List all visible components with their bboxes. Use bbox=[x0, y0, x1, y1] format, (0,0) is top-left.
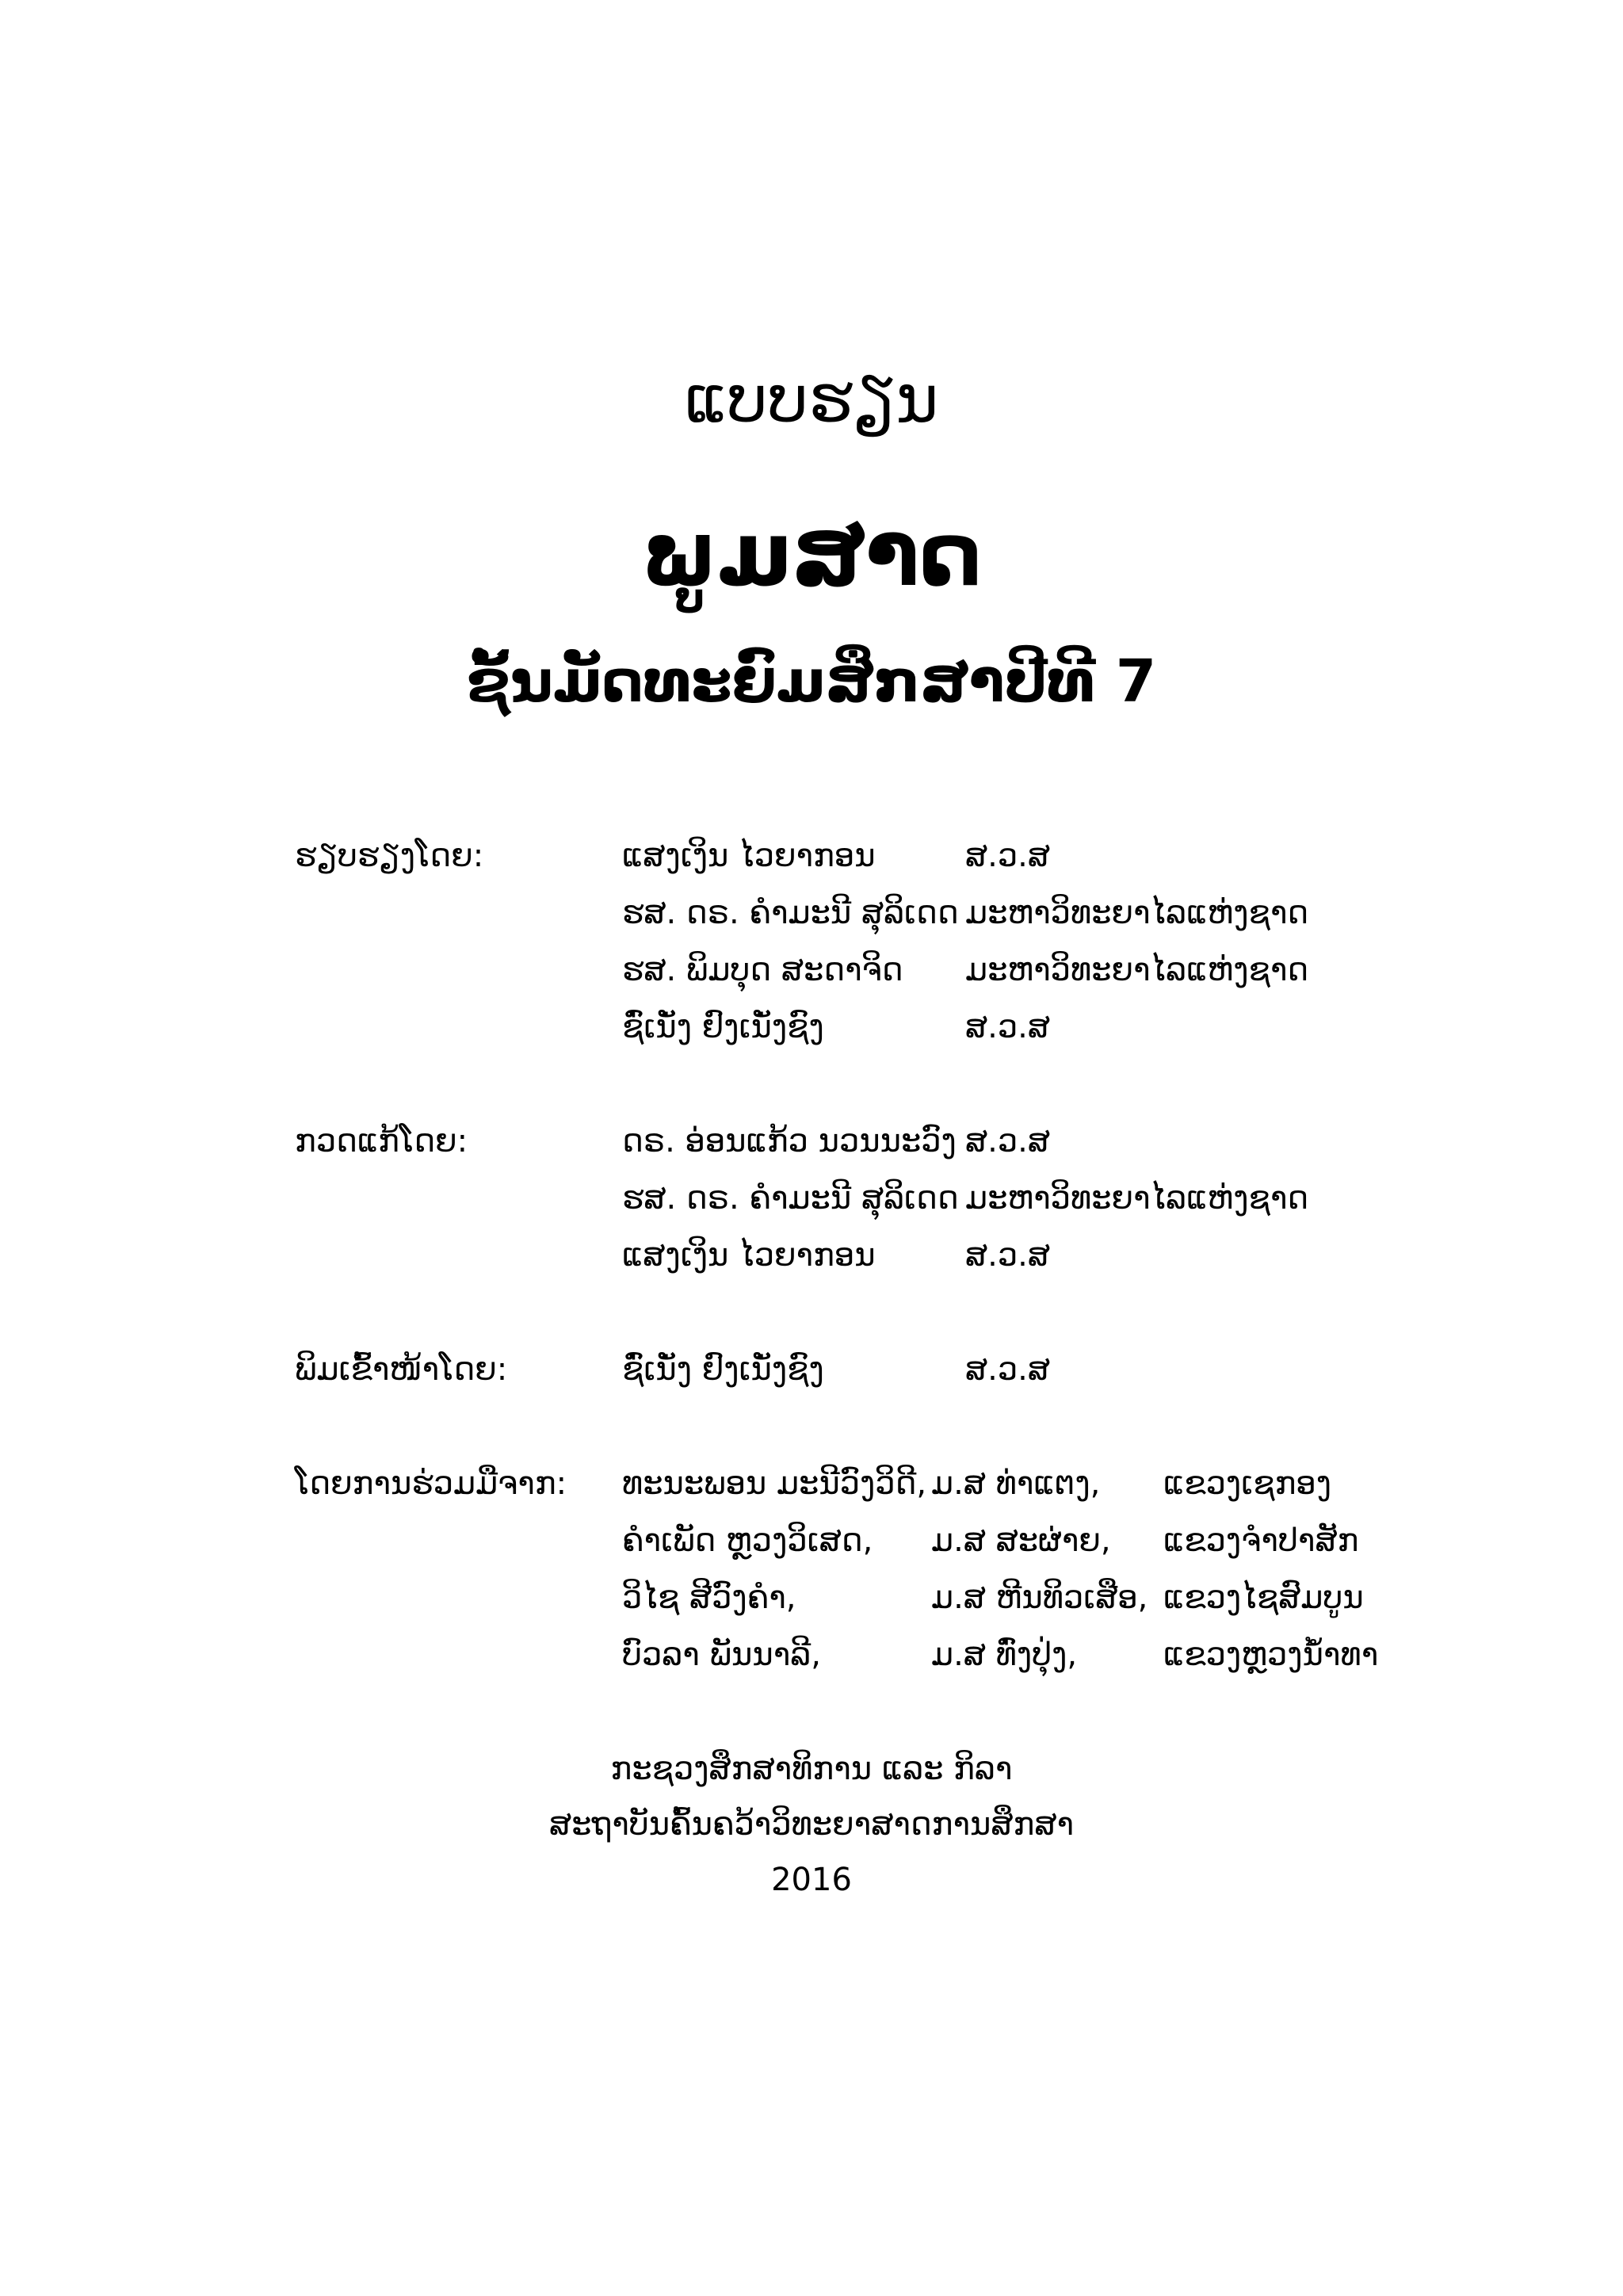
credit-org: ສ.ວ.ສ bbox=[965, 1009, 1050, 1045]
credit-name: ຮສ. ດຣ. ຄຳມະນີ ສຸລິເດດ bbox=[622, 895, 959, 931]
ministry-name: ກະຊວງສຶກສາທິການ ແລະ ກິລາ bbox=[610, 1751, 1013, 1787]
contributor-name: ທະນະພອນ ມະນີວົງວິດີ, bbox=[622, 1465, 927, 1502]
contributor-name: ວິໄຊ ສີວົງຄຳ, bbox=[622, 1580, 796, 1616]
credit-name: ຮສ. ພິມບຸດ ສະດາຈິດ bbox=[622, 952, 903, 988]
credit-name: ແສງເງິນ ໄວຍາກອນ bbox=[622, 838, 876, 874]
contributor-name: ບົວລາ ພັນນາລີ, bbox=[622, 1637, 821, 1673]
grade-title: ຊັ້ນມັດທະຍົມສຶກສາປີທີ 7 bbox=[466, 648, 1157, 716]
contributor-school: ມ.ສ ຫີນທິວເສືອ, bbox=[931, 1580, 1148, 1616]
credit-org: ສ.ວ.ສ bbox=[965, 1351, 1050, 1388]
contributor-school: ມ.ສ ທ່າແຕງ, bbox=[931, 1465, 1101, 1502]
credit-org: ສ.ວ.ສ bbox=[965, 838, 1050, 874]
credit-name: ຊົ່ເນັ່ງ ຢົງເນັ່ງຊົງ bbox=[622, 1351, 824, 1388]
credit-org: ສ.ວ.ສ bbox=[965, 1123, 1050, 1159]
credit-row bbox=[0, 889, 1623, 937]
section-label: ໂດຍການຮ່ວມມືຈາກ: bbox=[295, 1465, 567, 1502]
credit-row bbox=[0, 1117, 1623, 1165]
contributor-row bbox=[0, 1460, 1623, 1507]
contributor-province: ແຂວງຈຳປາສັກ bbox=[1163, 1522, 1359, 1559]
contributor-name: ຄຳເພັດ ຫຼວງວິເສດ, bbox=[622, 1522, 873, 1559]
section-label: ຮຽບຮຽງໂດຍ: bbox=[295, 838, 484, 874]
contributor-row bbox=[0, 1574, 1623, 1622]
credit-row bbox=[0, 946, 1623, 994]
contributor-province: ແຂວງເຊກອງ bbox=[1163, 1465, 1331, 1502]
credit-org: ມະຫາວິທະຍາໄລແຫ່ງຊາດ bbox=[965, 1180, 1309, 1217]
book-title: ພູມສາດ bbox=[640, 503, 983, 606]
credit-row bbox=[0, 1232, 1623, 1279]
credit-name: ດຣ. ອ່ອນແກ້ວ ນວນນະວົງ bbox=[622, 1123, 957, 1159]
credit-org: ມະຫາວິທະຍາໄລແຫ່ງຊາດ bbox=[965, 895, 1309, 931]
publication-year: 2016 bbox=[771, 1862, 852, 1898]
institute-name: ສະຖາບັນຄົ້ນຄວ້າວິທະຍາສາດການສຶກສາ bbox=[548, 1806, 1075, 1843]
credit-row bbox=[0, 1003, 1623, 1051]
contributor-row bbox=[0, 1631, 1623, 1679]
title-line-1: ແບບຮຽນ bbox=[684, 362, 939, 437]
contributor-school: ມ.ສ ທົ່ງປຸ່ງ, bbox=[931, 1637, 1078, 1673]
credit-name: ຊົ່ເນັ່ງ ຢົງເນັ່ງຊົງ bbox=[622, 1009, 824, 1045]
credit-org: ສ.ວ.ສ bbox=[965, 1237, 1050, 1274]
credit-name: ແສງເງິນ ໄວຍາກອນ bbox=[622, 1237, 876, 1274]
section-label: ກວດແກ້ໂດຍ: bbox=[295, 1123, 468, 1159]
contributor-province: ແຂວງຫຼວງນ້ຳທາ bbox=[1163, 1637, 1379, 1673]
contributor-school: ມ.ສ ສະຜ່າຍ, bbox=[931, 1522, 1111, 1559]
contributor-province: ແຂວງໄຊສົມບູນ bbox=[1163, 1580, 1364, 1616]
credit-row bbox=[0, 1175, 1623, 1222]
section-label: ພິມເຂົ້າໜ້າໂດຍ: bbox=[295, 1351, 508, 1388]
credit-row bbox=[0, 1346, 1623, 1393]
credit-row bbox=[0, 832, 1623, 880]
credit-name: ຮສ. ດຣ. ຄຳມະນີ ສຸລິເດດ bbox=[622, 1180, 959, 1217]
contributor-row bbox=[0, 1517, 1623, 1564]
credit-org: ມະຫາວິທະຍາໄລແຫ່ງຊາດ bbox=[965, 952, 1309, 988]
